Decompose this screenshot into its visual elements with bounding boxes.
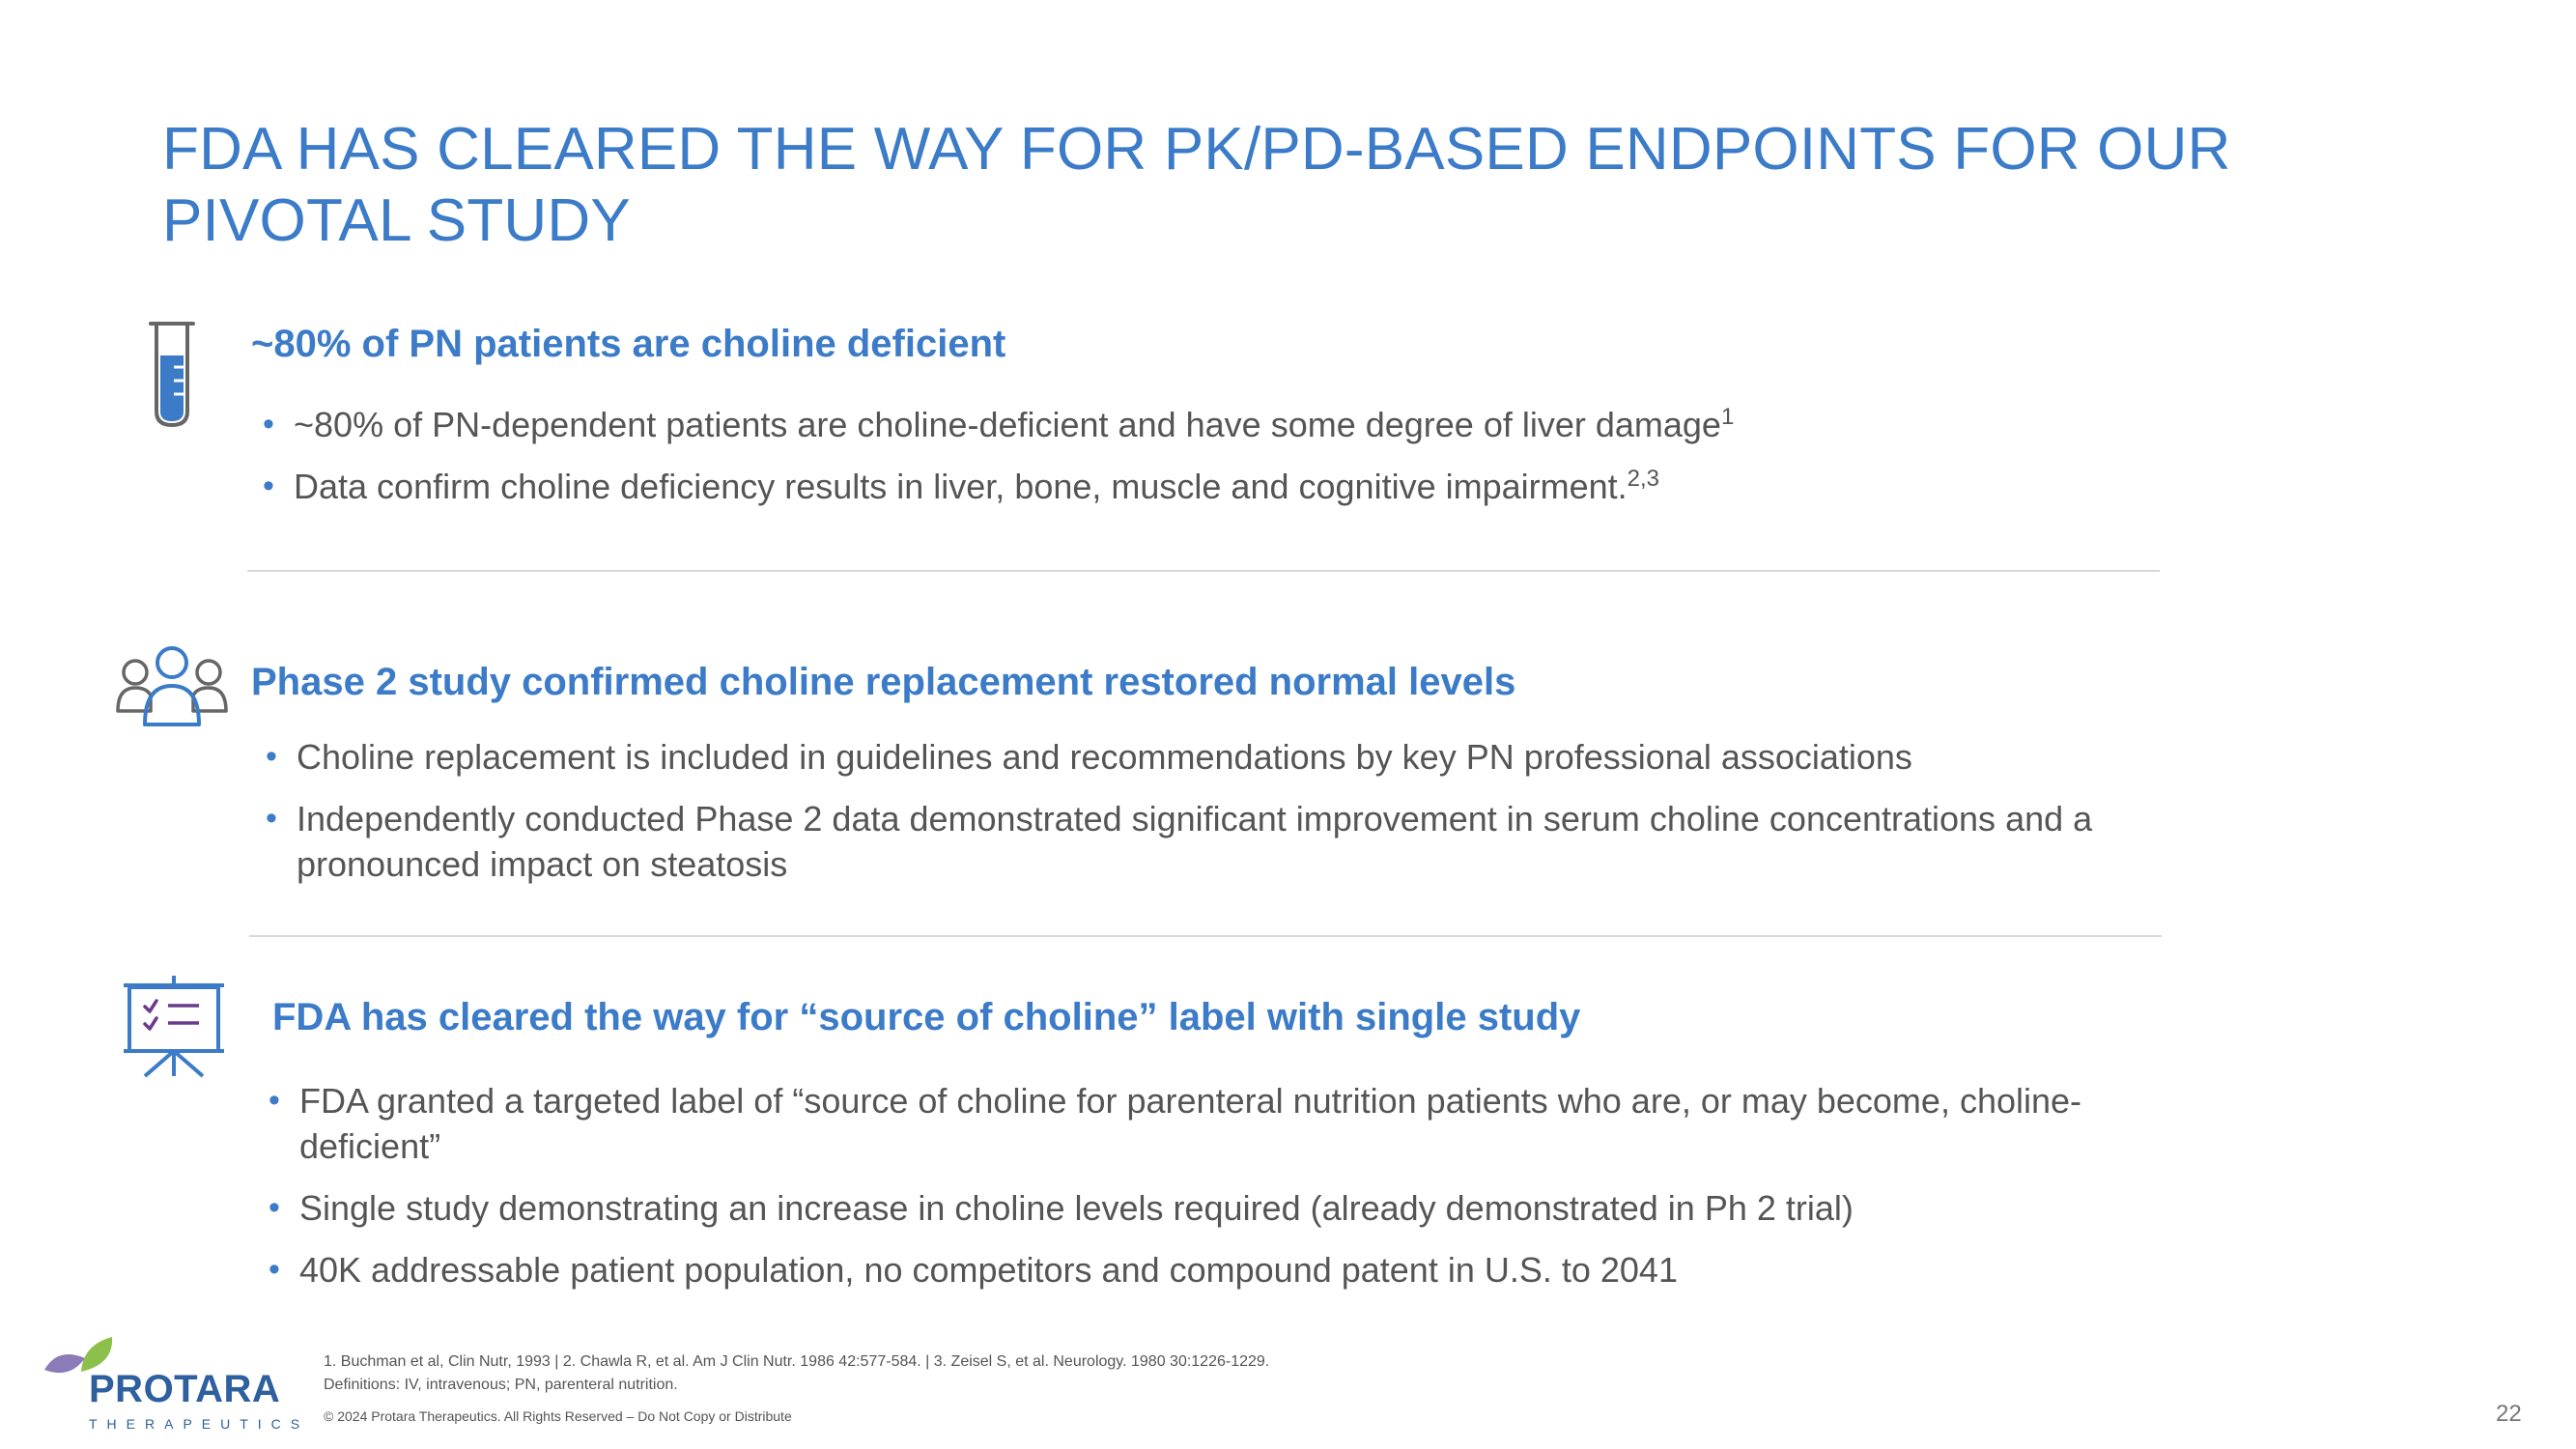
- bullet-icon: •: [269, 1251, 280, 1288]
- logo-subtitle: THERAPEUTICS: [89, 1416, 310, 1432]
- section-1-bullets: [263, 402, 2156, 526]
- bullet-icon: •: [263, 406, 274, 442]
- definitions-text: Definitions: IV, intravenous; PN, parenteral nutrition.: [324, 1377, 678, 1393]
- list-item: • FDA granted a targeted label of “source of choline for parenteral nutrition patients who are, or may become, choline-deficient”: [269, 1078, 2210, 1169]
- references-text: 1. Buchman et al, Clin Nutr, 1993 | 2. Chawla R, et al. Am J Clin Nutr. 1986 42:577-584. | 3. Zeisel S, et al. Neurology. 1980 30:1226-1229.: [324, 1353, 1270, 1370]
- logo-name: PROTARA: [89, 1368, 281, 1410]
- company-logo: [39, 1329, 310, 1432]
- section-2-heading: Phase 2 study confirmed choline replacement restored normal levels: [251, 661, 1516, 703]
- test-tube-icon: [145, 319, 199, 431]
- section-divider: [249, 935, 2162, 937]
- list-item: • Choline replacement is included in guidelines and recommendations by key PN professional associations: [266, 734, 2159, 780]
- section-2-bullets: [266, 734, 2159, 903]
- page-number: 22: [2496, 1401, 2522, 1427]
- bullet-icon: •: [266, 800, 277, 837]
- list-item: • Independently conducted Phase 2 data demonstrated significant improvement in serum choline concentrations and a pronounced impact on steatosis: [266, 796, 2159, 887]
- people-group-icon: [114, 645, 230, 728]
- list-item: • Data confirm choline deficiency results in liver, bone, muscle and cognitive impairment.$^{2,3}$: [263, 464, 2156, 509]
- presentation-board-icon: [120, 974, 228, 1078]
- bullet-icon: •: [269, 1082, 280, 1119]
- slide-title: FDA HAS CLEARED THE WAY FOR PK/PD-BASED ENDPOINTS FOR OUR PIVOTAL STUDY: [162, 116, 2231, 254]
- list-item: • 40K addressable patient population, no competitors and compound patent in U.S. to 2041: [269, 1247, 2210, 1293]
- section-1-heading: ~80% of PN patients are choline deficient: [251, 323, 1006, 365]
- list-item: • Single study demonstrating an increase in choline levels required (already demonstrated in Ph 2 trial): [269, 1185, 2210, 1231]
- bullet-icon: •: [266, 738, 277, 775]
- section-divider: [247, 570, 2160, 572]
- bullet-icon: •: [263, 468, 274, 504]
- section-3-bullets: [269, 1078, 2210, 1309]
- footnotes: [324, 1350, 1269, 1397]
- list-item: • ~80% of PN-dependent patients are choline-deficient and have some degree of liver damage$^1$: [263, 402, 2156, 447]
- section-3-heading: FDA has cleared the way for “source of choline” label with single study: [272, 996, 1581, 1038]
- copyright-text: © 2024 Protara Therapeutics. All Rights Reserved – Do Not Copy or Distribute: [324, 1408, 792, 1424]
- bullet-icon: •: [269, 1189, 280, 1226]
